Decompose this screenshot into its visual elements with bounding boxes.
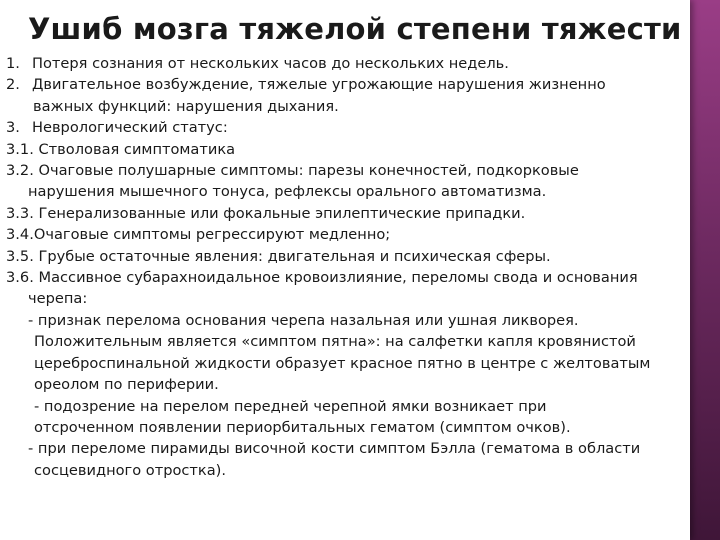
sub-item: 3.6. Массивное субарахноидальное кровоизлияние, переломы свода и основания — [6, 269, 638, 287]
sub-item-continuation: черепа: — [28, 290, 88, 308]
dash-item-continuation: Положительным является «симптом пятна»: на салфетки капля кровянистой — [34, 333, 636, 351]
dash-item-continuation: ореолом по периферии. — [34, 376, 219, 394]
dash-item: - подозрение на перелом передней черепной ямки возникает при — [34, 397, 547, 415]
sub-item: 3.5. Грубые остаточные явления: двигательная и психическая сферы. — [6, 247, 551, 265]
sub-item: 3.4.Очаговые симптомы регрессируют медленно; — [6, 226, 391, 244]
list-item: 1. Потеря сознания от нескольких часов до нескольких недель. — [6, 55, 509, 72]
slide-content — [6, 53, 716, 481]
dash-item-continuation: цереброспинальной жидкости образует красное пятно в центре с желтоватым — [34, 354, 651, 372]
sub-item: 3.2. Очаговые полушарные симптомы: парезы конечностей, подкорковые — [6, 162, 579, 180]
slide-title: Ушиб мозга тяжелой степени тяжести — [28, 12, 682, 46]
list-item: 3. Неврологический статус: — [6, 119, 228, 137]
sub-item: 3.1. Стволовая симптоматика — [6, 140, 236, 158]
sub-item-continuation: нарушения мышечного тонуса, рефлексы орального автоматизма. — [28, 183, 547, 201]
sub-item: 3.3. Генерализованные или фокальные эпилептические припадки. — [6, 204, 526, 222]
dash-item-continuation: сосцевидного отростка). — [34, 461, 227, 479]
dash-item-continuation: отсроченном появлении периорбитальных гематом (симптом очков). — [34, 418, 571, 436]
dash-item: - при переломе пирамиды височной кости симптом Бэлла (гематома в области — [28, 440, 641, 458]
dash-item: - признак перелома основания черепа назальная или ушная ликворея. — [28, 311, 579, 329]
list-item-continuation: важных функций: нарушения дыхания. — [33, 97, 339, 115]
list-item: 2. Двигательное возбуждение, тяжелые угрожающие нарушения жизненно — [6, 76, 606, 94]
